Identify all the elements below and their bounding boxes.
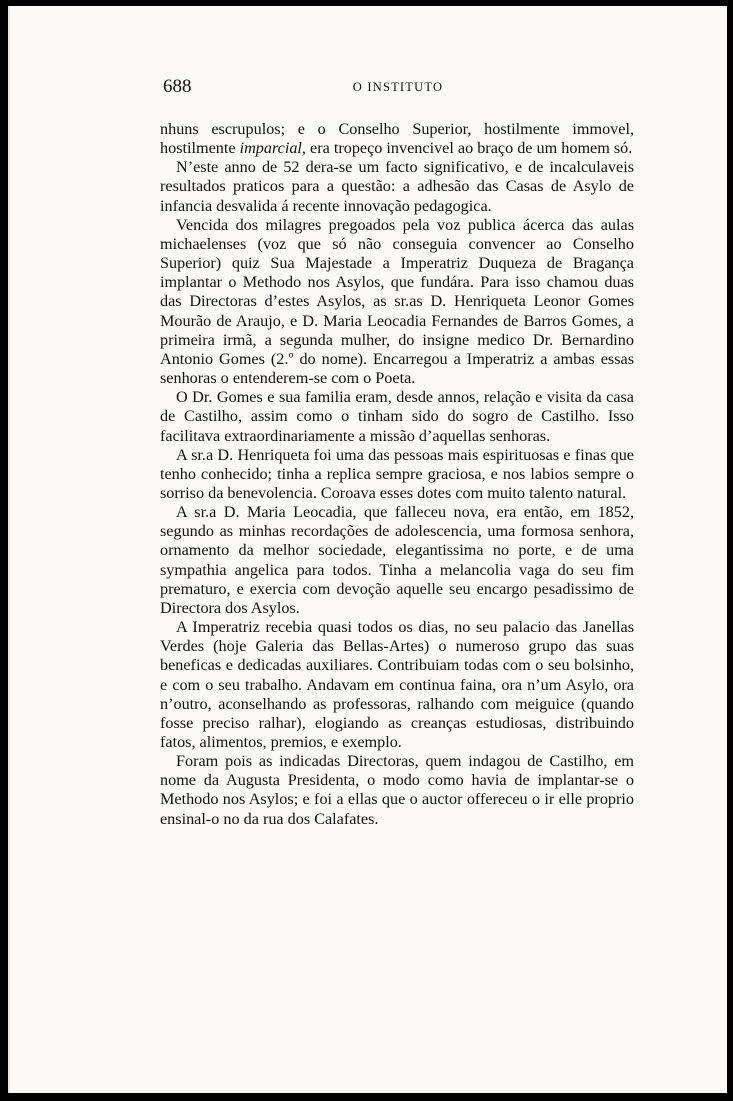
- paragraph: O Dr. Gomes e sua familia eram, desde annos, relação e visita da casa de Castilho, assim como o tinham sido do sogro de Castilho. Isso facilitava extraordinariamente a missão d’aquellas senhoras.: [160, 388, 634, 445]
- paragraph: Vencida dos milagres pregoados pela voz publica ácerca das aulas michaelenses (voz que só não conseguia convencer ao Conselho Superior) quiz Sua Majestade a Imperatriz Duqueza de Bragança implantar o Methodo nos Asylos, que fundára. Para isso chamou duas das Directoras d’estes Asylos, as sr.as D. Henriqueta Leonor Gomes Mourão de Araujo, e D. Maria Leocadia Fernandes de Barros Gomes, a primeira irmã, a segunda mulher, do insigne medico Dr. Bernardino Antonio Gomes (2.º do nome). Encarregou a Imperatriz a ambas essas senhoras o entenderem-se com o Poeta.: [160, 215, 634, 388]
- book-page: [8, 6, 727, 1093]
- paragraph-text: nhuns escrupulos; e o Conselho Superior, hostilmente immovel, hostilmente: [160, 120, 634, 158]
- running-title: O INSTITUTO: [352, 80, 444, 94]
- body-text: [160, 120, 634, 829]
- paragraph: A Imperatriz recebia quasi todos os dias, no seu palacio das Janellas Verdes (hoje Galeria das Bellas-Artes) o numeroso grupo das suas beneficas e dedicadas auxiliares. Contribuiam todas com o seu bolsinho, e com o seu trabalho. Andavam em continua faina, ora n’um Asylo, ora n’outro, aconselhando as professoras, ralhando com meiguice (quando fosse preciso ralhar), elogiando as creanças estudiosas, distribuindo fatos, alimentos, premios, e exemplo.: [160, 618, 634, 751]
- paragraph: A sr.a D. Henriqueta foi uma das pessoas mais espirituosas e finas que tenho conhecido; tinha a replica sempre graciosa, e nos labios sempre o sorriso da benevolencia. Coroava esses dotes com muito talento natural.: [160, 445, 634, 502]
- paragraph: Foram pois as indicadas Directoras, quem indagou de Castilho, em nome da Augusta Presidenta, o modo como havia de implantar-se o Methodo nos Asylos; e foi a ellas que o auctor offereceu o ir elle proprio ensinal-o no da rua dos Calafates.: [160, 752, 634, 828]
- page-edge: [8, 6, 10, 1093]
- page-header: [163, 76, 633, 106]
- paragraph: A sr.a D. Maria Leocadia, que falleceu nova, era então, em 1852, segundo as minhas recordações de adolescencia, uma formosa senhora, ornamento da melhor sociedade, elegantissima no porte, e de uma sympathia angelica para todos. Tinha a melancolia vaga do seu fim prematuro, e exercia com devoção aquelle seu encargo pesadissimo de Directora dos Asylos.: [160, 503, 634, 617]
- paragraph: [160, 120, 634, 158]
- paragraph-text: era tropeço invencivel ao braço de um homem só.: [305, 139, 633, 158]
- italic-word: imparcial,: [239, 139, 306, 158]
- page-number: 688: [163, 76, 192, 97]
- paragraph: N’este anno de 52 dera-se um facto significativo, e de incalculaveis resultados praticos para a questão: a adhesão das Casas de Asylo de infancia desvalida á recente innovação pedagogica.: [160, 158, 634, 215]
